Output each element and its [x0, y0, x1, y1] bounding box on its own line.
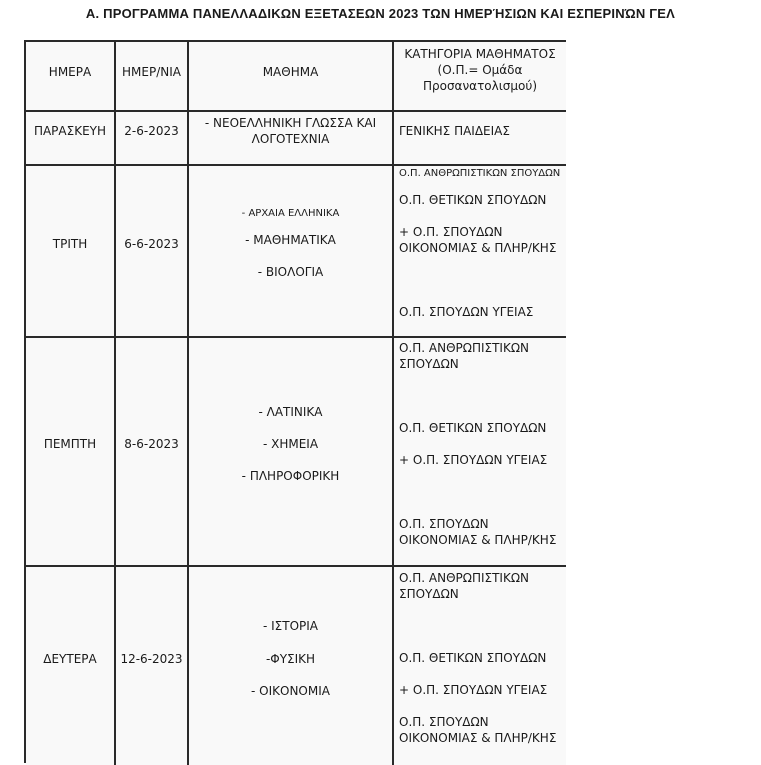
- row-4-subject-cell: [189, 567, 394, 765]
- row-2-day: ΤΡΙΤΗ: [52, 237, 88, 251]
- row-4-day-cell: [26, 567, 116, 765]
- row-2-subject-3: - ΒΙΟΛΟΓΙΑ: [257, 265, 324, 279]
- row-1-subject-cell: [189, 112, 394, 166]
- row-4-date-cell: [116, 567, 189, 765]
- header-day-cell: [26, 42, 116, 112]
- row-3-date: 8-6-2023: [124, 437, 179, 451]
- row-1-date-cell: [116, 112, 189, 166]
- row-4-subject-2: -ΦΥΣΙΚΗ: [265, 652, 316, 666]
- header-category-line3: Προσανατολισμού): [422, 79, 538, 93]
- row-3-day-cell: [26, 338, 116, 567]
- row-4-date: 12-6-2023: [120, 652, 183, 666]
- row-3-date-cell: [116, 338, 189, 567]
- header-date-cell: [116, 42, 189, 112]
- row-2-category-4: ΟΙΚΟΝΟΜΙΑΣ & ΠΛΗΡ/ΚΗΣ: [399, 241, 557, 255]
- row-2-category-1: Ο.Π. ΑΝΘΡΩΠΙΣΤΙΚΩΝ ΣΠΟΥΔΩΝ: [399, 168, 561, 179]
- header-subject-cell: [189, 42, 394, 112]
- row-1-category-1: ΓΕΝΙΚΗΣ ΠΑΙΔΕΙΑΣ: [399, 124, 510, 138]
- row-3-category-5: Ο.Π. ΣΠΟΥΔΩΝ: [399, 517, 489, 531]
- row-4-subject-1: - ΙΣΤΟΡΙΑ: [262, 619, 319, 633]
- row-4-category-2: ΣΠΟΥΔΩΝ: [399, 587, 459, 601]
- header-category-cell: [394, 42, 566, 112]
- row-2-subject-cell: [189, 166, 394, 338]
- row-4-category-3: Ο.Π. ΘΕΤΙΚΩΝ ΣΠΟΥΔΩΝ: [399, 651, 547, 665]
- row-3-category-1: Ο.Π. ΑΝΘΡΩΠΙΣΤΙΚΩΝ: [399, 341, 529, 355]
- row-3-category-cell: [394, 338, 566, 567]
- schedule-table: [24, 40, 566, 763]
- row-3-subject-1: - ΛΑΤΙΝΙΚΑ: [258, 405, 323, 419]
- row-4-category-5: Ο.Π. ΣΠΟΥΔΩΝ: [399, 715, 489, 729]
- row-1-day: ΠΑΡΑΣΚΕΥΗ: [33, 124, 107, 138]
- row-2-category-cell: [394, 166, 566, 338]
- row-2-day-cell: [26, 166, 116, 338]
- row-1-category-cell: [394, 112, 566, 166]
- page-title: Α. ΠΡΟΓΡΑΜΜΑ ΠΑΝΕΛΛΑΔΙΚΩΝ ΕΞΕΤΑΣΕΩΝ 2023 ΤΩΝ ΗΜΕΡΉΣΙΩΝ ΚΑΙ ΕΣΠΕΡΙΝΏΝ ΓΕΛ: [85, 6, 676, 21]
- row-2-subject-2: - ΜΑΘΗΜΑΤΙΚΑ: [245, 233, 336, 247]
- row-1-subject-1: - ΝΕΟΕΛΛΗΝΙΚΗ ΓΛΩΣΣΑ ΚΑΙ: [204, 116, 377, 130]
- header-subject: ΜΑΘΗΜΑ: [262, 65, 319, 79]
- row-3-subject-3: - ΠΛΗΡΟΦΟΡΙΚΗ: [241, 469, 340, 483]
- row-3-day: ΠΕΜΠΤΗ: [43, 437, 97, 451]
- row-1-subject-2: ΛΟΓΟΤΕΧΝΙΑ: [251, 132, 330, 146]
- row-3-category-3: Ο.Π. ΘΕΤΙΚΩΝ ΣΠΟΥΔΩΝ: [399, 421, 547, 435]
- row-2-date-cell: [116, 166, 189, 338]
- row-4-category-cell: [394, 567, 566, 765]
- row-2-category-2: Ο.Π. ΘΕΤΙΚΩΝ ΣΠΟΥΔΩΝ: [399, 193, 547, 207]
- row-3-subject-cell: [189, 338, 394, 567]
- row-3-category-2: ΣΠΟΥΔΩΝ: [399, 357, 459, 371]
- row-3-category-6: ΟΙΚΟΝΟΜΙΑΣ & ΠΛΗΡ/ΚΗΣ: [399, 533, 557, 547]
- header-day: ΗΜΕΡΑ: [48, 65, 92, 79]
- row-2-category-5: Ο.Π. ΣΠΟΥΔΩΝ ΥΓΕΙΑΣ: [399, 305, 534, 319]
- row-4-subject-3: - ΟΙΚΟΝΟΜΙΑ: [251, 684, 330, 698]
- row-4-category-6: ΟΙΚΟΝΟΜΙΑΣ & ΠΛΗΡ/ΚΗΣ: [399, 731, 557, 745]
- row-3-subject-2: - ΧΗΜΕΙΑ: [262, 437, 319, 451]
- header-category-line2: (Ο.Π.= Ομάδα: [437, 63, 523, 77]
- row-4-category-1: Ο.Π. ΑΝΘΡΩΠΙΣΤΙΚΩΝ: [399, 571, 529, 585]
- row-1-day-cell: [26, 112, 116, 166]
- row-3-category-4: + Ο.Π. ΣΠΟΥΔΩΝ ΥΓΕΙΑΣ: [399, 453, 548, 467]
- row-4-category-4: + Ο.Π. ΣΠΟΥΔΩΝ ΥΓΕΙΑΣ: [399, 683, 548, 697]
- row-2-category-3: + Ο.Π. ΣΠΟΥΔΩΝ: [399, 225, 503, 239]
- row-2-subject-1: - ΑΡΧΑΙΑ ΕΛΛΗΝΙΚΑ: [241, 208, 340, 219]
- row-2-date: 6-6-2023: [124, 237, 179, 251]
- row-1-date: 2-6-2023: [124, 124, 179, 138]
- header-date: ΗΜΕΡ/ΝΙΑ: [122, 65, 181, 79]
- row-4-day: ΔΕΥΤΕΡΑ: [43, 652, 97, 666]
- header-category-line1: ΚΑΤΗΓΟΡΙΑ ΜΑΘΗΜΑΤΟΣ: [404, 47, 556, 61]
